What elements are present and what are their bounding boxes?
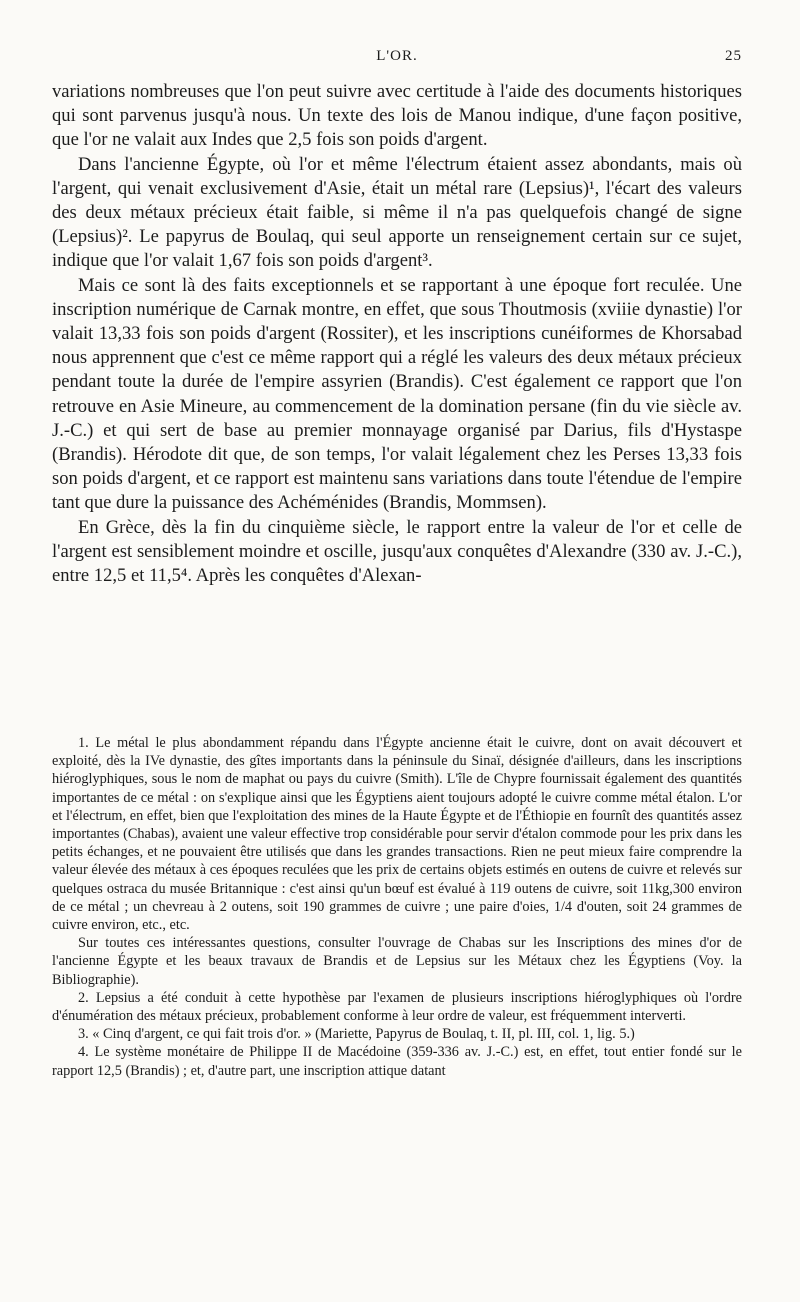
footnote: 2. Lepsius a été conduit à cette hypothèse par l'examen de plusieurs inscriptions hiéroglyphiques où l'ordre d'énumération des métaux précieux, probablement conforme à leur ordre de valeur, est fréquemment interverti. <box>52 989 742 1025</box>
paragraph: Dans l'ancienne Égypte, où l'or et même l'électrum étaient assez abondants, mais où l'argent, qui venait exclusivement d'Asie, était un métal rare (Lepsius)¹, l'écart des valeurs des deux métaux précieux était faible, si même il n'a pas quelquefois changé de signe (Lepsius)². Le papyrus de Boulaq, qui seul apporte un renseignement certain sur ce sujet, indique que l'or valait 1,67 fois son poids d'argent³. <box>52 153 742 272</box>
paragraph: variations nombreuses que l'on peut suivre avec certitude à l'aide des documents historiques qui sont parvenus jusqu'à nous. Un texte des lois de Manou indique, d'une façon positive, que l'or ne valait aux Indes que 2,5 fois son poids d'argent. <box>52 81 742 151</box>
paragraph: En Grèce, dès la fin du cinquième siècle, le rapport entre la valeur de l'or et celle de l'argent est sensiblement moindre et oscille, jusqu'aux conquêtes d'Alexandre (330 av. J.-C.), entre 12,5 et 11,5⁴. Après les conquêtes d'Alexan- <box>52 516 742 587</box>
running-title: L'OR. <box>376 48 418 64</box>
main-text <box>52 80 742 588</box>
footnotes <box>52 734 742 1080</box>
footnote: 1. Le métal le plus abondamment répandu dans l'Égypte ancienne était le cuivre, dont on avait découvert et exploité, dès la IVe dynastie, des gîtes importants dans la péninsule du Sinaï, désignée d'ailleurs, dans les inscriptions hiéroglyphiques, sous le nom de maphat ou pays du cuivre (Smith). L'île de Chypre fournissait également des quantités importantes de ce métal : on s'explique ainsi que les Égyptiens aient toujours adopté le cuivre comme métal étalon. L'or et l'électrum, en effet, bien que l'exploitation des mines de la Haute Égypte et de l'Éthiopie en fournît des quantités assez importantes (Chabas), avaient une valeur effective trop considérable pour servir d'étalon commode pour les prix dans les petits échanges, et ne pouvaient être utilisés que dans les grandes transactions. Rien ne peut mieux faire comprendre la valeur élevée des métaux à ces époques reculées que les prix de certains objets estimés en outens de cuivre et relevés sur quelques ostraca du musée Britannique : c'est ainsi qu'un bœuf est évalué à 119 outens de cuivre, soit 11kg,300 environ de ce métal ; un chevreau à 2 outens, soit 190 grammes de cuivre ; une paire d'oies, 1/4 d'outen, soit 24 grammes de cuivre environ, etc., etc. <box>52 735 742 934</box>
page-number: 25 <box>725 48 742 64</box>
footnote: 4. Le système monétaire de Philippe II de Macédoine (359-336 av. J.-C.) est, en effet, tout entier fondé sur le rapport 12,5 (Brandis) ; et, d'autre part, une inscription attique datant <box>52 1044 742 1079</box>
footnote: Sur toutes ces intéressantes questions, consulter l'ouvrage de Chabas sur les Inscriptions des mines d'or de l'ancienne Égypte et les beaux travaux de Brandis et de Lepsius sur les Métaux chez les Égyptiens (Voy. la Bibliographie). <box>52 935 742 988</box>
paragraph: Mais ce sont là des faits exceptionnels et se rapportant à une époque fort reculée. Une inscription numérique de Carnak montre, en effet, que sous Thoutmosis (xviiie dynastie) l'or valait 13,33 fois son poids d'argent (Rossiter), et les inscriptions cunéiformes de Khorsabad nous apprennent que c'est ce même rapport qui a réglé les valeurs des deux métaux précieux pendant toute la durée de l'empire assyrien (Brandis). C'est également ce rapport que l'on retrouve en Asie Mineure, au commencement de la domination persane (fin du vie siècle av. J.-C.) et qui sert de base au premier monnayage organisé par Darius, fils d'Hystaspe (Brandis). Hérodote dit que, de son temps, l'or valait légalement chez les Perses 13,33 fois son poids d'argent, et ce rapport est maintenu sans variations dans toute l'étendue de l'empire tant que dure la puissance des Achéménides (Brandis, Mommsen). <box>52 274 742 514</box>
running-header <box>52 48 742 68</box>
footnote: 3. « Cinq d'argent, ce qui fait trois d'or. » (Mariette, Papyrus de Boulaq, t. II, pl. III, col. 1, lig. 5.) <box>78 1026 635 1043</box>
